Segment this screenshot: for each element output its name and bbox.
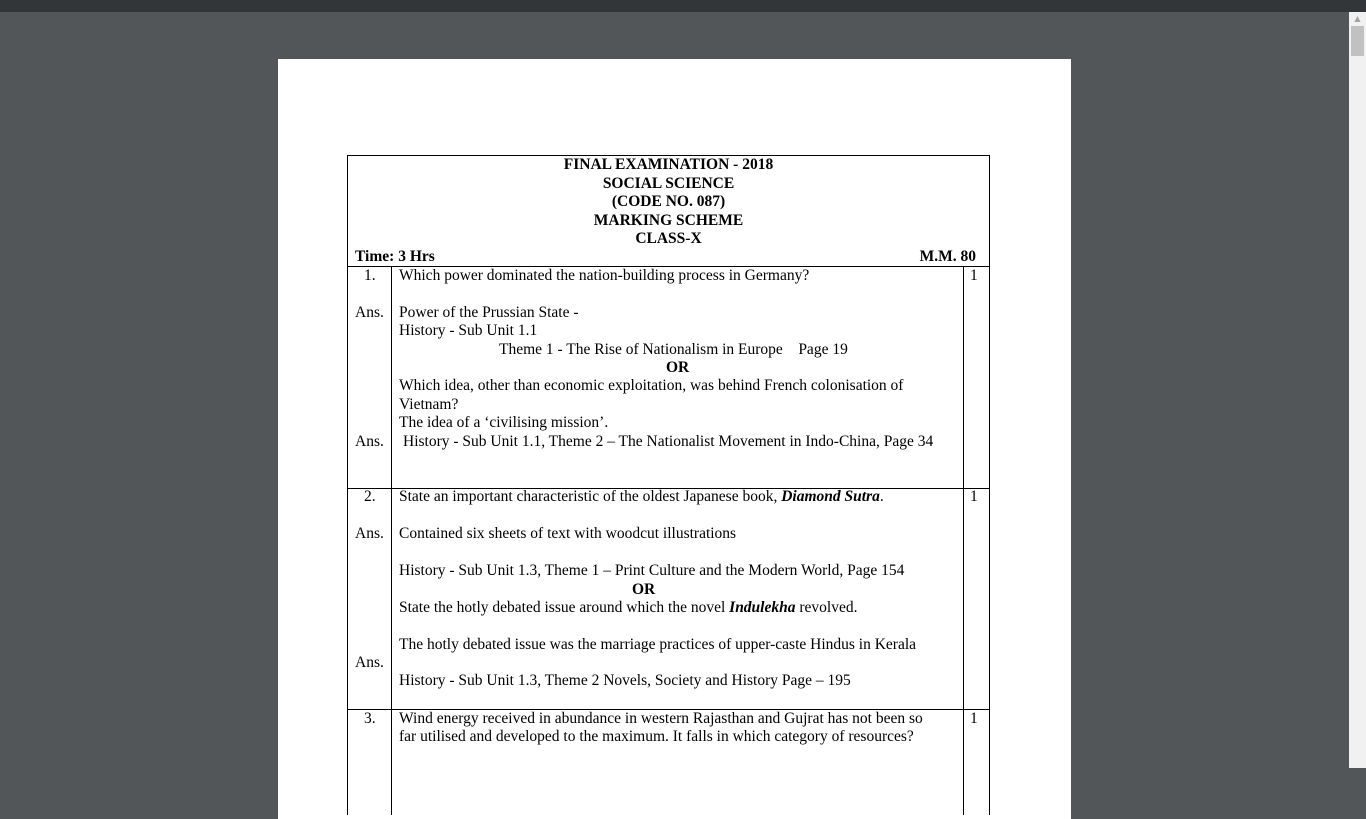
question-marks: 1 [970, 488, 978, 505]
number-column-divider [391, 266, 392, 815]
question-text: far utilised and developed to the maximum. It falls in which category of resources? [399, 728, 914, 745]
alt-question-text: State the hotly debated issue around which the novel Indulekha revolved. [399, 599, 858, 616]
alt-question-text: Vietnam? [399, 396, 459, 413]
scroll-up-icon[interactable]: ▲ [1354, 14, 1361, 23]
question-text: State an important characteristic of the oldest Japanese book, Diamond Sutra. [399, 488, 884, 505]
question-number: 3. [364, 710, 376, 727]
document-type: MARKING SCHEME [593, 212, 744, 229]
question-number: 2. [364, 488, 376, 505]
answer-text: Contained six sheets of text with woodcut illustrations [399, 525, 737, 542]
reference-text: History - Sub Unit 1.3, Theme 1 – Print Culture and the Modern World, Page 154 [399, 562, 905, 579]
scrollbar-thumb[interactable] [1351, 26, 1364, 56]
subject-title: SOCIAL SCIENCE [602, 175, 735, 192]
answer-label: Ans. [355, 304, 384, 321]
or-separator: OR [666, 359, 690, 376]
viewer-toolbar [0, 0, 1366, 12]
reference-text: History - Sub Unit 1.3, Theme 2 Novels, Society and History Page – 195 [399, 672, 851, 689]
reference-text: History - Sub Unit 1.1 [399, 322, 538, 339]
or-separator: OR [632, 581, 656, 598]
reference-text: Theme 1 - The Rise of Nationalism in Europe Page 19 [499, 341, 848, 358]
marking-scheme-table [347, 155, 990, 815]
alt-answer-text: The hotly debated issue was the marriage practices of upper-caste Hindus in Kerala [399, 636, 917, 653]
time-label: Time: 3 Hrs [355, 248, 435, 265]
question-marks: 1 [970, 267, 978, 284]
reference-text: History - Sub Unit 1.1, Theme 2 – The Nationalist Movement in Indo-China, Page 34 [403, 433, 934, 450]
question-text: Wind energy received in abundance in western Rajasthan and Gujrat has not been so [399, 710, 923, 727]
vertical-scrollbar[interactable] [1349, 12, 1366, 768]
marks-column-divider [963, 266, 964, 815]
question-number: 1. [364, 267, 376, 284]
alt-answer-text: The idea of a ‘civilising mission’. [399, 414, 609, 431]
document-page [278, 59, 1071, 819]
answer-label: Ans. [355, 654, 384, 671]
exam-title: FINAL EXAMINATION - 2018 [563, 156, 774, 173]
answer-label: Ans. [355, 433, 384, 450]
answer-label: Ans. [355, 525, 384, 542]
question-text: Which power dominated the nation-building process in Germany? [399, 267, 810, 284]
class-label: CLASS-X [635, 230, 702, 247]
answer-text: Power of the Prussian State - [399, 304, 579, 321]
question-marks: 1 [970, 710, 978, 727]
subject-code: (CODE NO. 087) [611, 193, 726, 210]
max-marks-label: M.M. 80 [919, 248, 976, 265]
alt-question-text: Which idea, other than economic exploitation, was behind French colonisation of [399, 377, 904, 394]
